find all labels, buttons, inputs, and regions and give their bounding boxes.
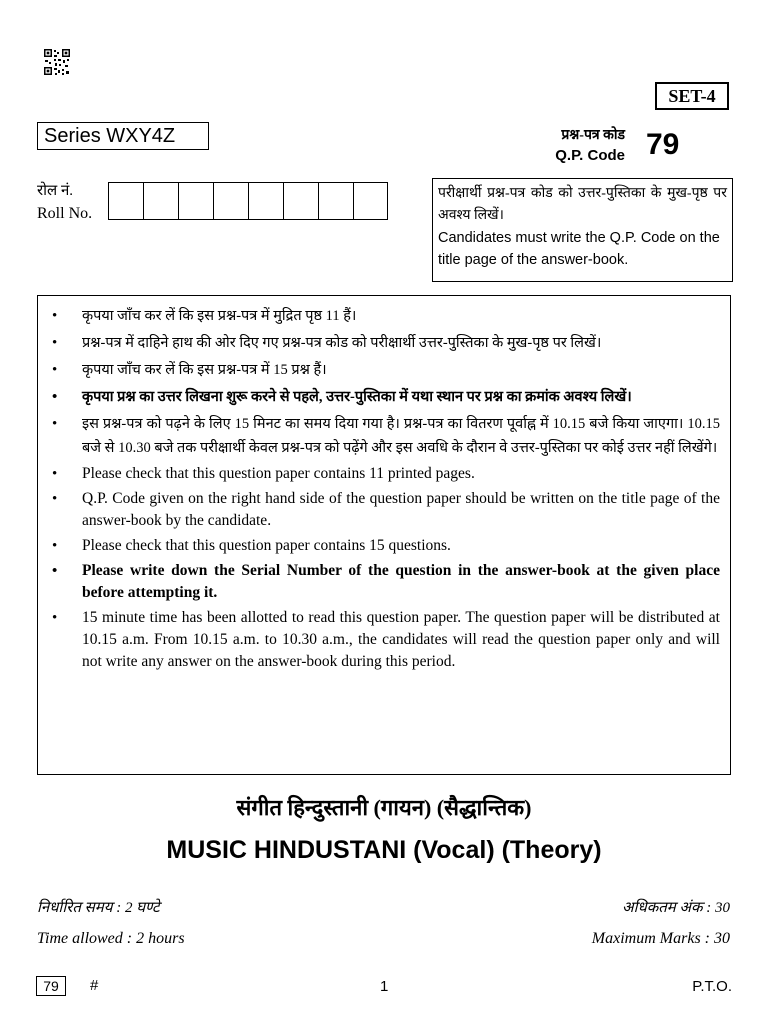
roll-number-boxes[interactable] xyxy=(108,182,388,220)
instructions-list xyxy=(48,304,720,673)
pto-label: P.T.O. xyxy=(692,978,732,995)
qp-code-hindi-label: प्रश्न-पत्र कोड xyxy=(561,128,625,143)
instruction-item xyxy=(48,385,720,409)
roll-number-cell[interactable] xyxy=(143,182,178,220)
set-label: SET-4 xyxy=(655,82,729,110)
max-marks-english: Maximum Marks : 30 xyxy=(591,930,730,947)
bullet: • xyxy=(52,538,58,554)
instruction-item xyxy=(48,358,720,382)
subject-title-hindi: संगीत हिन्दुस्तानी (गायन) (सैद्धान्तिक) xyxy=(236,795,532,820)
instruction-item xyxy=(48,304,720,328)
roll-number-cell[interactable] xyxy=(213,182,248,220)
max-marks-hindi: अधिकतम अंक : 30 xyxy=(622,900,730,916)
bullet: • xyxy=(52,335,58,351)
roll-number-cell[interactable] xyxy=(178,182,213,220)
instruction-item xyxy=(48,412,720,460)
bullet: • xyxy=(52,610,58,626)
instruction-item xyxy=(48,607,720,673)
series-label: Series WXY4Z xyxy=(37,122,209,150)
candidate-note-hindi: परीक्षार्थी प्रश्न-पत्र कोड को उत्तर-पुस्तिका के मुख-पृष्ठ पर अवश्य लिखें। xyxy=(438,186,727,223)
subject-title-english: MUSIC HINDUSTANI (Vocal) (Theory) xyxy=(166,836,602,864)
roll-number-cell[interactable] xyxy=(318,182,353,220)
footer-hash: # xyxy=(90,977,99,994)
footer-code: 79 xyxy=(36,976,66,996)
instruction-text: Please write down the Serial Number of the question in the answer-book at the given place before attempting it. xyxy=(82,562,720,601)
page-number: 1 xyxy=(380,978,389,995)
instruction-item xyxy=(48,463,720,485)
bullet: • xyxy=(52,563,58,579)
instruction-item xyxy=(48,560,720,604)
instruction-text: Please check that this question paper contains 11 printed pages. xyxy=(82,465,475,482)
bullet: • xyxy=(52,416,58,432)
instruction-text: इस प्रश्न-पत्र को पढ़ने के लिए 15 मिनट का समय दिया गया है। प्रश्न-पत्र का वितरण पूर्वाह्न में 10.15 बजे किया जाएगा। 10.15 बजे से 10.30 बजे तक परीक्षार्थी केवल प्रश्न-पत्र को पढ़ेंगे और इस अवधि के दौरान वे उत्तर-पुस्तिका पर कोई उत्तर नहीं लिखेंगे। xyxy=(82,416,720,456)
roll-label-english: Roll No. xyxy=(37,205,93,222)
instruction-text: कृपया जाँच कर लें कि इस प्रश्न-पत्र में 15 प्रश्न हैं। xyxy=(82,362,327,378)
qr-code-icon xyxy=(43,48,71,76)
roll-number-cell[interactable] xyxy=(283,182,318,220)
instruction-item xyxy=(48,488,720,532)
candidate-note-english: Candidates must write the Q.P. Code on the title page of the answer-book. xyxy=(438,230,720,268)
instruction-text: कृपया जाँच कर लें कि इस प्रश्न-पत्र में मुद्रित पृष्ठ 11 हैं। xyxy=(82,308,357,324)
instructions-box xyxy=(37,295,731,775)
instruction-item xyxy=(48,331,720,355)
instruction-text: Please check that this question paper contains 15 questions. xyxy=(82,537,451,554)
bullet: • xyxy=(52,362,58,378)
time-allowed-hindi: निर्धारित समय : 2 घण्टे xyxy=(37,900,160,916)
bullet: • xyxy=(52,491,58,507)
instruction-text: कृपया प्रश्न का उत्तर लिखना शुरू करने से पहले, उत्तर-पुस्तिका में यथा स्थान पर प्रश्न का क्रमांक अवश्य लिखें। xyxy=(82,389,632,405)
candidate-note-box xyxy=(432,178,733,282)
roll-label-hindi: रोल नं. xyxy=(37,183,74,199)
instruction-text: प्रश्न-पत्र में दाहिने हाथ की ओर दिए गए प्रश्न-पत्र कोड को परीक्षार्थी उत्तर-पुस्तिका के मुख-पृष्ठ पर लिखें। xyxy=(82,335,602,351)
instruction-text: Q.P. Code given on the right hand side of the question paper should be written on the title page of the answer-book by the candidate. xyxy=(82,490,720,529)
qp-code-english-label: Q.P. Code xyxy=(555,147,625,164)
instruction-item xyxy=(48,535,720,557)
bullet: • xyxy=(52,308,58,324)
instruction-text: 15 minute time has been allotted to read this question paper. The question paper will be distributed at 10.15 a.m. From 10.15 a.m. to 10.30 a.m., the candidates will read the question paper only and will not write any answer on the answer-book during this period. xyxy=(82,609,720,670)
bullet: • xyxy=(52,466,58,482)
qp-code-value: 79 xyxy=(646,128,680,161)
roll-number-cell[interactable] xyxy=(353,182,388,220)
roll-number-cell[interactable] xyxy=(108,182,143,220)
bullet: • xyxy=(52,389,58,405)
roll-number-cell[interactable] xyxy=(248,182,283,220)
time-allowed-english: Time allowed : 2 hours xyxy=(37,930,185,947)
